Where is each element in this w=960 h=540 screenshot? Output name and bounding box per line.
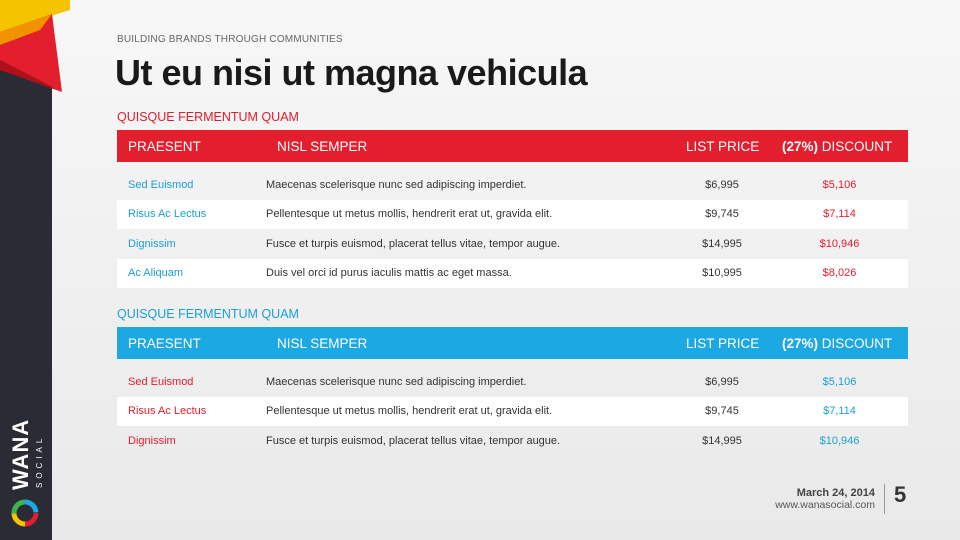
discount-price: $10,946: [819, 237, 860, 250]
product-description: Maecenas scelerisque nunc sed adipiscing imperdiet.: [266, 178, 527, 191]
product-name: Sed Euismod: [128, 178, 194, 191]
table-header: [117, 327, 908, 359]
list-price: $6,995: [705, 375, 739, 388]
table-row: [117, 259, 908, 289]
table-header: [117, 130, 908, 162]
page-number: 5: [894, 482, 907, 507]
product-name: Dignissim: [128, 237, 176, 250]
product-name: Risus Ac Lectus: [128, 405, 207, 418]
table-row: [117, 229, 908, 259]
discount-price: $10,946: [819, 434, 860, 447]
column-header: LIST PRICE: [686, 138, 760, 154]
list-price: $10,995: [702, 267, 742, 280]
product-description: Pellentesque ut metus mollis, hendrerit erat ut, gravida elit.: [266, 405, 553, 418]
discount-price: $5,106: [822, 178, 857, 191]
price-table-2: [117, 327, 908, 456]
discount-price: $7,114: [823, 405, 856, 418]
table-row: [117, 397, 908, 427]
discount-price: $7,114: [823, 208, 856, 221]
footer-date: March 24, 2014: [796, 487, 875, 499]
footer-divider: [884, 484, 885, 514]
table-row: [117, 367, 908, 397]
product-name: Sed Euismod: [128, 375, 194, 388]
column-header: LIST PRICE: [686, 335, 760, 351]
list-price: $9,745: [705, 405, 739, 418]
product-description: Fusce et turpis euismod, placerat tellus vitae, tempor augue.: [266, 237, 561, 250]
footer-url[interactable]: www.wanasocial.com: [775, 499, 875, 511]
column-header: NISL SEMPER: [277, 138, 368, 154]
product-description: Maecenas scelerisque nunc sed adipiscing imperdiet.: [266, 375, 527, 388]
column-header: [771, 130, 908, 162]
section-label-2: QUISQUE FERMENTUM QUAM: [117, 307, 299, 321]
discount-percent: (27%): [782, 335, 819, 351]
product-name: Dignissim: [128, 434, 176, 447]
discount-percent: (27%): [782, 138, 819, 154]
list-price: $14,995: [702, 237, 742, 250]
logo-wordmark: WANA: [8, 418, 33, 490]
list-price: $6,995: [705, 178, 739, 191]
table-row: [117, 170, 908, 200]
column-header: [771, 327, 908, 359]
column-header: PRAESENT: [128, 335, 201, 351]
corner-decoration: [0, 0, 70, 95]
product-description: Fusce et turpis euismod, placerat tellus vitae, tempor augue.: [266, 434, 561, 447]
discount-label: DISCOUNT: [818, 335, 893, 351]
discount-label: DISCOUNT: [818, 138, 893, 154]
logo-icon: [10, 498, 40, 528]
logo-subtext: SOCIAL: [35, 434, 44, 488]
page-subtitle: BUILDING BRANDS THROUGH COMMUNITIES: [117, 34, 343, 45]
column-header: NISL SEMPER: [277, 335, 368, 351]
table-row: [117, 200, 908, 230]
discount-price: $8,026: [822, 267, 857, 280]
product-description: Pellentesque ut metus mollis, hendrerit erat ut, gravida elit.: [266, 208, 553, 221]
discount-price: $5,106: [822, 375, 857, 388]
page-title: Ut eu nisi ut magna vehicula: [115, 52, 588, 93]
list-price: $9,745: [705, 208, 739, 221]
table-row: [117, 426, 908, 456]
product-description: Duis vel orci id purus iaculis mattis ac eget massa.: [266, 267, 512, 280]
section-label-1: QUISQUE FERMENTUM QUAM: [117, 110, 299, 124]
list-price: $14,995: [702, 434, 742, 447]
product-name: Risus Ac Lectus: [128, 208, 207, 221]
price-table-1: [117, 130, 908, 288]
column-header: PRAESENT: [128, 138, 201, 154]
product-name: Ac Aliquam: [128, 267, 184, 280]
